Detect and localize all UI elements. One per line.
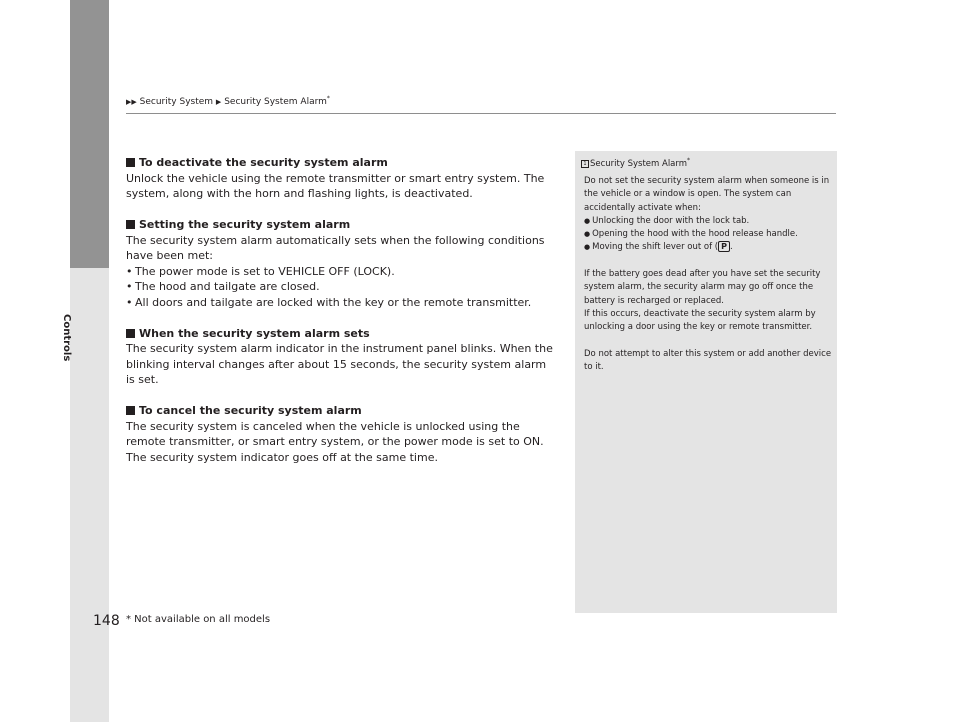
section-deactivate — [126, 155, 556, 202]
main-content — [126, 155, 556, 481]
reference-icon: 1 — [581, 160, 589, 168]
note-title: 1 Security System Alarm* — [581, 157, 690, 169]
square-bullet-icon — [126, 406, 135, 415]
note-battery: If the battery goes dead after you have set the security system alarm, the security alarm may go off once the battery is recharged or replaced. — [584, 269, 821, 306]
section-body: Unlock the vehicle using the remote transmitter or smart entry system. The system, along with the horn and flashing lights, is deactivated. — [126, 171, 545, 200]
breadcrumb-arrow-icon: ▶ — [215, 98, 222, 106]
list-item: • The hood and tailgate are closed. — [126, 279, 556, 295]
square-bullet-icon — [126, 220, 135, 229]
note-bullet: ● Opening the hood with the hood release handle. — [584, 228, 834, 241]
page-number: 148 — [93, 613, 120, 629]
section-strip — [70, 268, 109, 722]
breadcrumb-item-security-system-alarm[interactable]: Security System Alarm — [224, 97, 327, 107]
section-cancel — [126, 403, 556, 465]
note-bullet: ● Moving the shift lever out of ( P . — [584, 241, 834, 254]
note-body — [584, 175, 834, 374]
breadcrumb-item-security-system[interactable]: Security System — [139, 97, 214, 107]
note-alter: Do not attempt to alter this system or add another device to it. — [584, 348, 832, 373]
availability-mark: * — [326, 95, 330, 102]
header-divider — [126, 113, 836, 114]
breadcrumb-arrow-icon: ▶▶ — [126, 98, 137, 106]
section-heading: To deactivate the security system alarm — [126, 155, 556, 171]
section-tab — [70, 0, 109, 268]
square-bullet-icon — [126, 329, 135, 338]
section-heading: When the security system alarm sets — [126, 326, 556, 342]
note-intro: Do not set the security system alarm when someone is in the vehicle or a window is open. The system can accidentally activate when: — [584, 176, 830, 213]
footnote: * Not available on all models — [126, 614, 271, 625]
square-bullet-icon — [126, 158, 135, 167]
section-body: The security system alarm automatically sets when the following conditions have been met: — [126, 233, 545, 262]
section-when-sets — [126, 326, 556, 388]
note-deactivate: If this occurs, deactivate the security system alarm by unlocking a door using the key or remote transmitter. — [584, 308, 816, 333]
note-bullet: ● Unlocking the door with the lock tab. — [584, 215, 834, 228]
section-setting — [126, 217, 556, 310]
list-item: • The power mode is set to VEHICLE OFF (LOCK). — [126, 264, 556, 280]
breadcrumb — [126, 95, 330, 107]
section-heading: To cancel the security system alarm — [126, 403, 556, 419]
section-tab-label: Controls — [61, 314, 72, 362]
section-body: The security system alarm indicator in the instrument panel blinks. When the blinking interval changes after about 15 seconds, the security system alarm is set. — [126, 342, 553, 386]
condition-list — [126, 264, 556, 311]
section-body: The security system is canceled when the vehicle is unlocked using the remote transmitter, or smart entry system, or the power mode is set to ON. The security system indicator goes off at the same time. — [126, 419, 544, 464]
list-item: • All doors and tailgate are locked with the key or the remote transmitter. — [126, 295, 556, 311]
section-heading: Setting the security system alarm — [126, 217, 556, 233]
side-note — [575, 151, 837, 613]
park-key-icon: P — [718, 241, 730, 252]
